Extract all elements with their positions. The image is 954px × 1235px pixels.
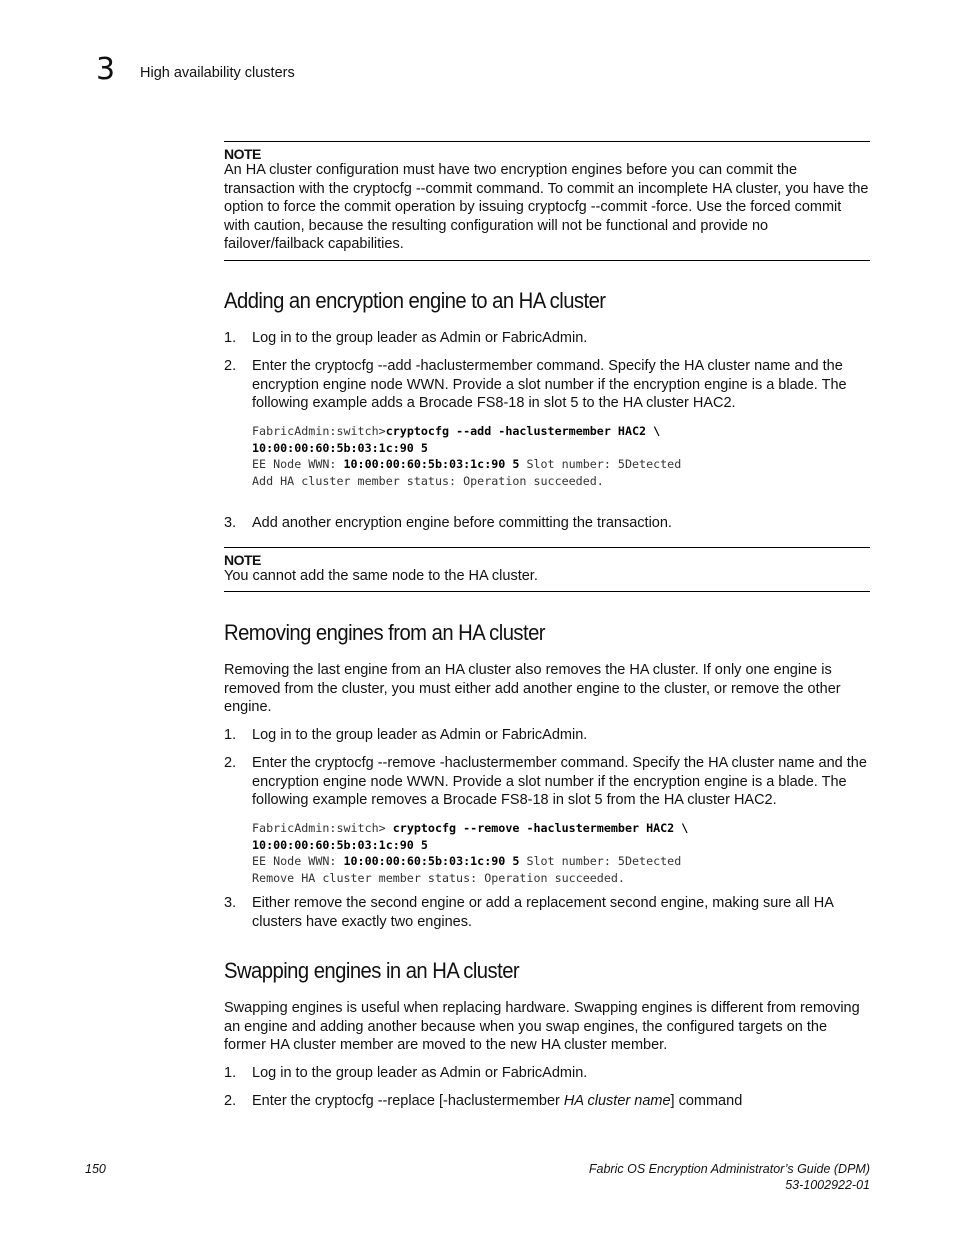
code-output: Slot number: 5Detected: [519, 457, 682, 471]
step-text: ] command: [670, 1093, 743, 1109]
code-output: EE Node WWN:: [252, 457, 344, 471]
code-command: cryptocfg --remove -haclustermember HAC2 \: [392, 821, 689, 835]
list-item: [224, 1064, 870, 1083]
step-text: command. Specify the HA cluster name and the encryption engine node WWN. Provide a slot number if the encryption engine is a blade. The following example adds a Brocade FS8-18 in slot 5 to the HA cluster HAC2.: [252, 358, 847, 412]
code-command: 10:00:00:60:5b:03:1c:90 5: [252, 837, 428, 852]
paragraph: Swapping engines is useful when replacing hardware. Swapping engines is different from removing an engine and adding another because when you swap engines, the configured targets on the former HA cluster member are moved to the new HA cluster member.: [224, 1000, 860, 1054]
command-text: cryptocfg --add -haclustermember: [314, 358, 533, 374]
note-text-part: Use the forced commit with caution, because the resulting configuration will not be functional and provide no failover/failback capabilities.: [224, 199, 842, 253]
code-output: Remove HA cluster member status: Operation succeeded.: [252, 870, 625, 885]
command-text: cryptocfg --commit: [352, 180, 473, 197]
section-heading: Removing engines from an HA cluster: [224, 620, 546, 645]
step-number: 1.: [224, 330, 237, 346]
doc-title: Fabric OS Encryption Administrator’s Guide (DPM): [588, 1162, 870, 1176]
code-output-bold: 10:00:00:60:5b:03:1c:90 5: [343, 854, 520, 868]
step-number: 3.: [224, 895, 237, 911]
step-text: Enter the: [252, 358, 315, 374]
note-label: NOTE: [224, 552, 261, 568]
command-text: cryptocfg --commit -force.: [527, 199, 693, 216]
code-output: EE Node WWN:: [252, 854, 344, 868]
list-item: [224, 329, 870, 348]
code-prompt: FabricAdmin:switch>: [252, 821, 386, 835]
step-text: Log in to the group leader as Admin or FabricAdmin.: [252, 330, 588, 346]
chapter-number: 3: [96, 52, 116, 87]
list-item: [224, 754, 870, 810]
step-number: 1.: [224, 1065, 237, 1081]
list-item: [224, 894, 870, 931]
step-text: Log in to the group leader as Admin or FabricAdmin.: [252, 1065, 588, 1081]
step-number: 3.: [224, 515, 237, 531]
note-box: [224, 141, 870, 261]
step-number: 2.: [224, 358, 237, 374]
list-item: [224, 1092, 870, 1111]
note-text: [224, 161, 870, 254]
step-text: Enter the: [252, 755, 315, 771]
command-text: -haclustermember: [443, 1093, 560, 1109]
code-block: [252, 423, 681, 489]
note-text-part: command. To commit an incomplete HA cluster, you have the option to force the commit operation by issuing: [224, 180, 869, 216]
list-item: [224, 514, 870, 533]
note-box: [224, 547, 870, 592]
note-text-part: An HA cluster configuration must have two encryption engines before you can commit the transaction with the: [224, 162, 798, 197]
code-command: cryptocfg --add -haclustermember HAC2 \: [385, 424, 661, 438]
paragraph: Removing the last engine from an HA cluster also removes the HA cluster. If only one engine is removed from the cluster, you must either add another engine to the cluster, or remove the other engine.: [224, 662, 841, 716]
step-number: 1.: [224, 727, 237, 743]
chapter-title: High availability clusters: [140, 65, 295, 81]
code-output: Add HA cluster member status: Operation succeeded.: [252, 473, 604, 488]
list-item: [224, 357, 870, 413]
code-output: Slot number: 5Detected: [519, 854, 682, 868]
note-label: NOTE: [224, 146, 261, 162]
parameter-text: HA cluster name: [563, 1093, 671, 1109]
step-text: Enter the: [252, 1093, 315, 1109]
step-text: Add another encryption engine before committing the transaction.: [252, 515, 672, 531]
command-text: cryptocfg --replace: [314, 1093, 435, 1109]
list-item: [224, 726, 870, 745]
step-text: Either remove the second engine or add a replacement second engine, making sure all HA clusters have exactly two engines.: [252, 895, 834, 930]
code-output-bold: 10:00:00:60:5b:03:1c:90 5: [343, 457, 520, 471]
step-text: Log in to the group leader as Admin or FabricAdmin.: [252, 727, 588, 743]
note-text: You cannot add the same node to the HA cluster.: [224, 568, 538, 584]
step-text: [: [434, 1093, 444, 1109]
command-text: cryptocfg --remove -haclustermember: [314, 755, 557, 771]
step-number: 2.: [224, 755, 237, 771]
doc-number: 53-1002922-01: [785, 1178, 870, 1192]
step-number: 2.: [224, 1093, 237, 1109]
code-block: [252, 820, 688, 886]
section-heading: Adding an encryption engine to an HA cluster: [224, 288, 606, 313]
code-command: 10:00:00:60:5b:03:1c:90 5: [252, 440, 428, 455]
page-number: 150: [85, 1162, 106, 1176]
section-heading: Swapping engines in an HA cluster: [224, 958, 520, 983]
step-text: command. Specify the HA cluster name and the encryption engine node WWN. Provide a slot number if the encryption engine is a blade. The following example removes a Brocade FS8-18 in slot 5 from the HA cluster HAC2.: [252, 755, 867, 809]
code-prompt: FabricAdmin:switch>: [252, 424, 386, 438]
